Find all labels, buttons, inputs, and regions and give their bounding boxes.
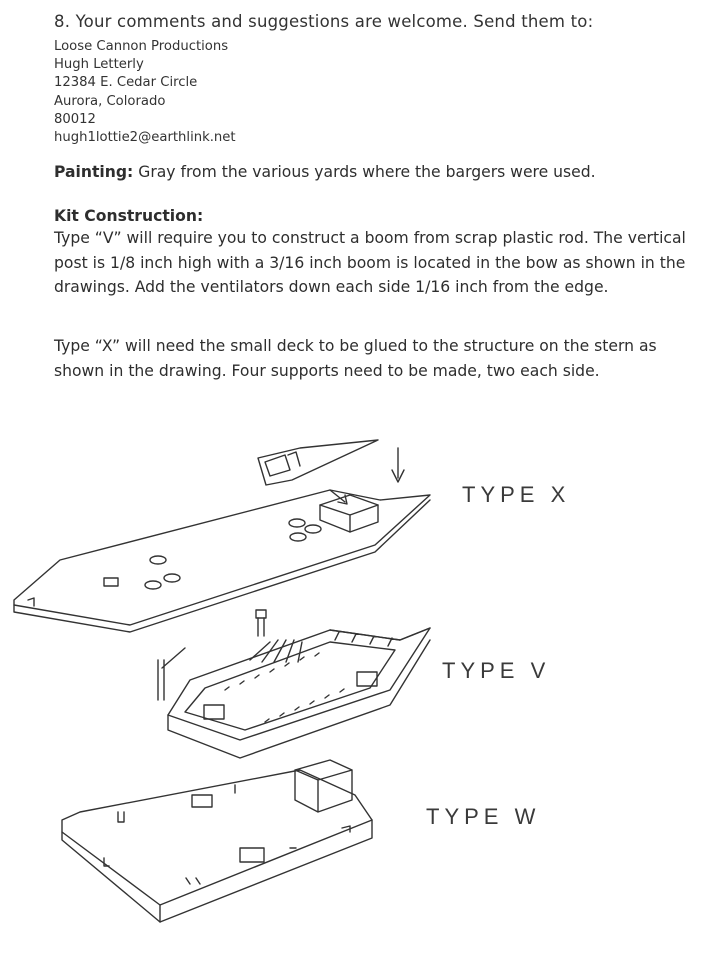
type-x-hatch-3: [290, 533, 306, 541]
type-w-hull-side-left: [62, 832, 160, 922]
type-x-hull-side: [14, 500, 430, 632]
barge-assembly-drawing: [0, 380, 720, 940]
type-x-hull-deck: [14, 490, 430, 625]
type-w-vent-1: [192, 795, 212, 807]
contact-address: [54, 38, 236, 147]
address-email: hugh1lottie2@earthlink.net: [54, 130, 236, 146]
type-w-hull-deck: [62, 770, 372, 905]
type-w-deckhouse: [295, 760, 352, 812]
type-v-hull-deck: [168, 628, 430, 740]
address-city: Aurora, Colorado: [54, 93, 166, 109]
type-v-post: [256, 610, 266, 618]
type-v-post-rod: [158, 648, 185, 700]
painting-label: Painting:: [54, 163, 134, 181]
type-x-hatch-2: [305, 525, 321, 533]
type-x-hatch-6: [164, 574, 180, 582]
type-v-instructions: Type “V” will require you to construct a boom from scrap plastic rod. The vertical post is 1/8 inch high with a 3/16 inch boom is located in the bow as shown in the drawings. Add the ventilators down each side 1/16 inch from the edge.: [54, 229, 686, 296]
type-x-stern-structure: [320, 495, 378, 532]
type-x-barge: [14, 440, 430, 632]
type-x-hatch-5: [145, 581, 161, 589]
type-x-instructions: Type “X” will need the small deck to be glued to the structure on the stern as shown in the drawing. Four supports need to be made, two each side.: [54, 337, 657, 380]
type-v-deckhouse-1: [204, 705, 224, 719]
type-x-fitting: [28, 598, 34, 606]
address-name: Hugh Letterly: [54, 57, 144, 73]
painting-paragraph: [54, 160, 694, 185]
address-company: Loose Cannon Productions: [54, 39, 229, 54]
type-w-barge: [62, 760, 372, 922]
type-x-hatch-4: [150, 556, 166, 564]
type-x-bollard: [104, 578, 118, 586]
painting-text: Gray from the various yards where the bargers were used.: [138, 163, 596, 181]
type-x-label: TYPE X: [462, 482, 571, 507]
type-w-vent-2: [240, 848, 264, 862]
type-x-small-deck: [258, 440, 378, 485]
type-v-deckhouse-2: [357, 672, 377, 686]
kit-construction-heading: Kit Construction:: [54, 207, 204, 225]
address-street: 12384 E. Cedar Circle: [54, 75, 198, 91]
type-v-boom: [258, 618, 264, 636]
type-v-label: TYPE V: [442, 658, 551, 683]
type-w-hull-side: [160, 820, 372, 922]
type-x-stern-structure-top: [320, 505, 378, 532]
type-w-label: TYPE W: [426, 804, 541, 829]
address-zip: 80012: [54, 111, 96, 127]
type-x-arrow-1: [392, 448, 404, 482]
section-8-heading: 8. Your comments and suggestions are welcome. Send them to:: [54, 12, 594, 31]
type-x-hatch-1: [289, 519, 305, 527]
type-v-barge: [158, 610, 430, 758]
